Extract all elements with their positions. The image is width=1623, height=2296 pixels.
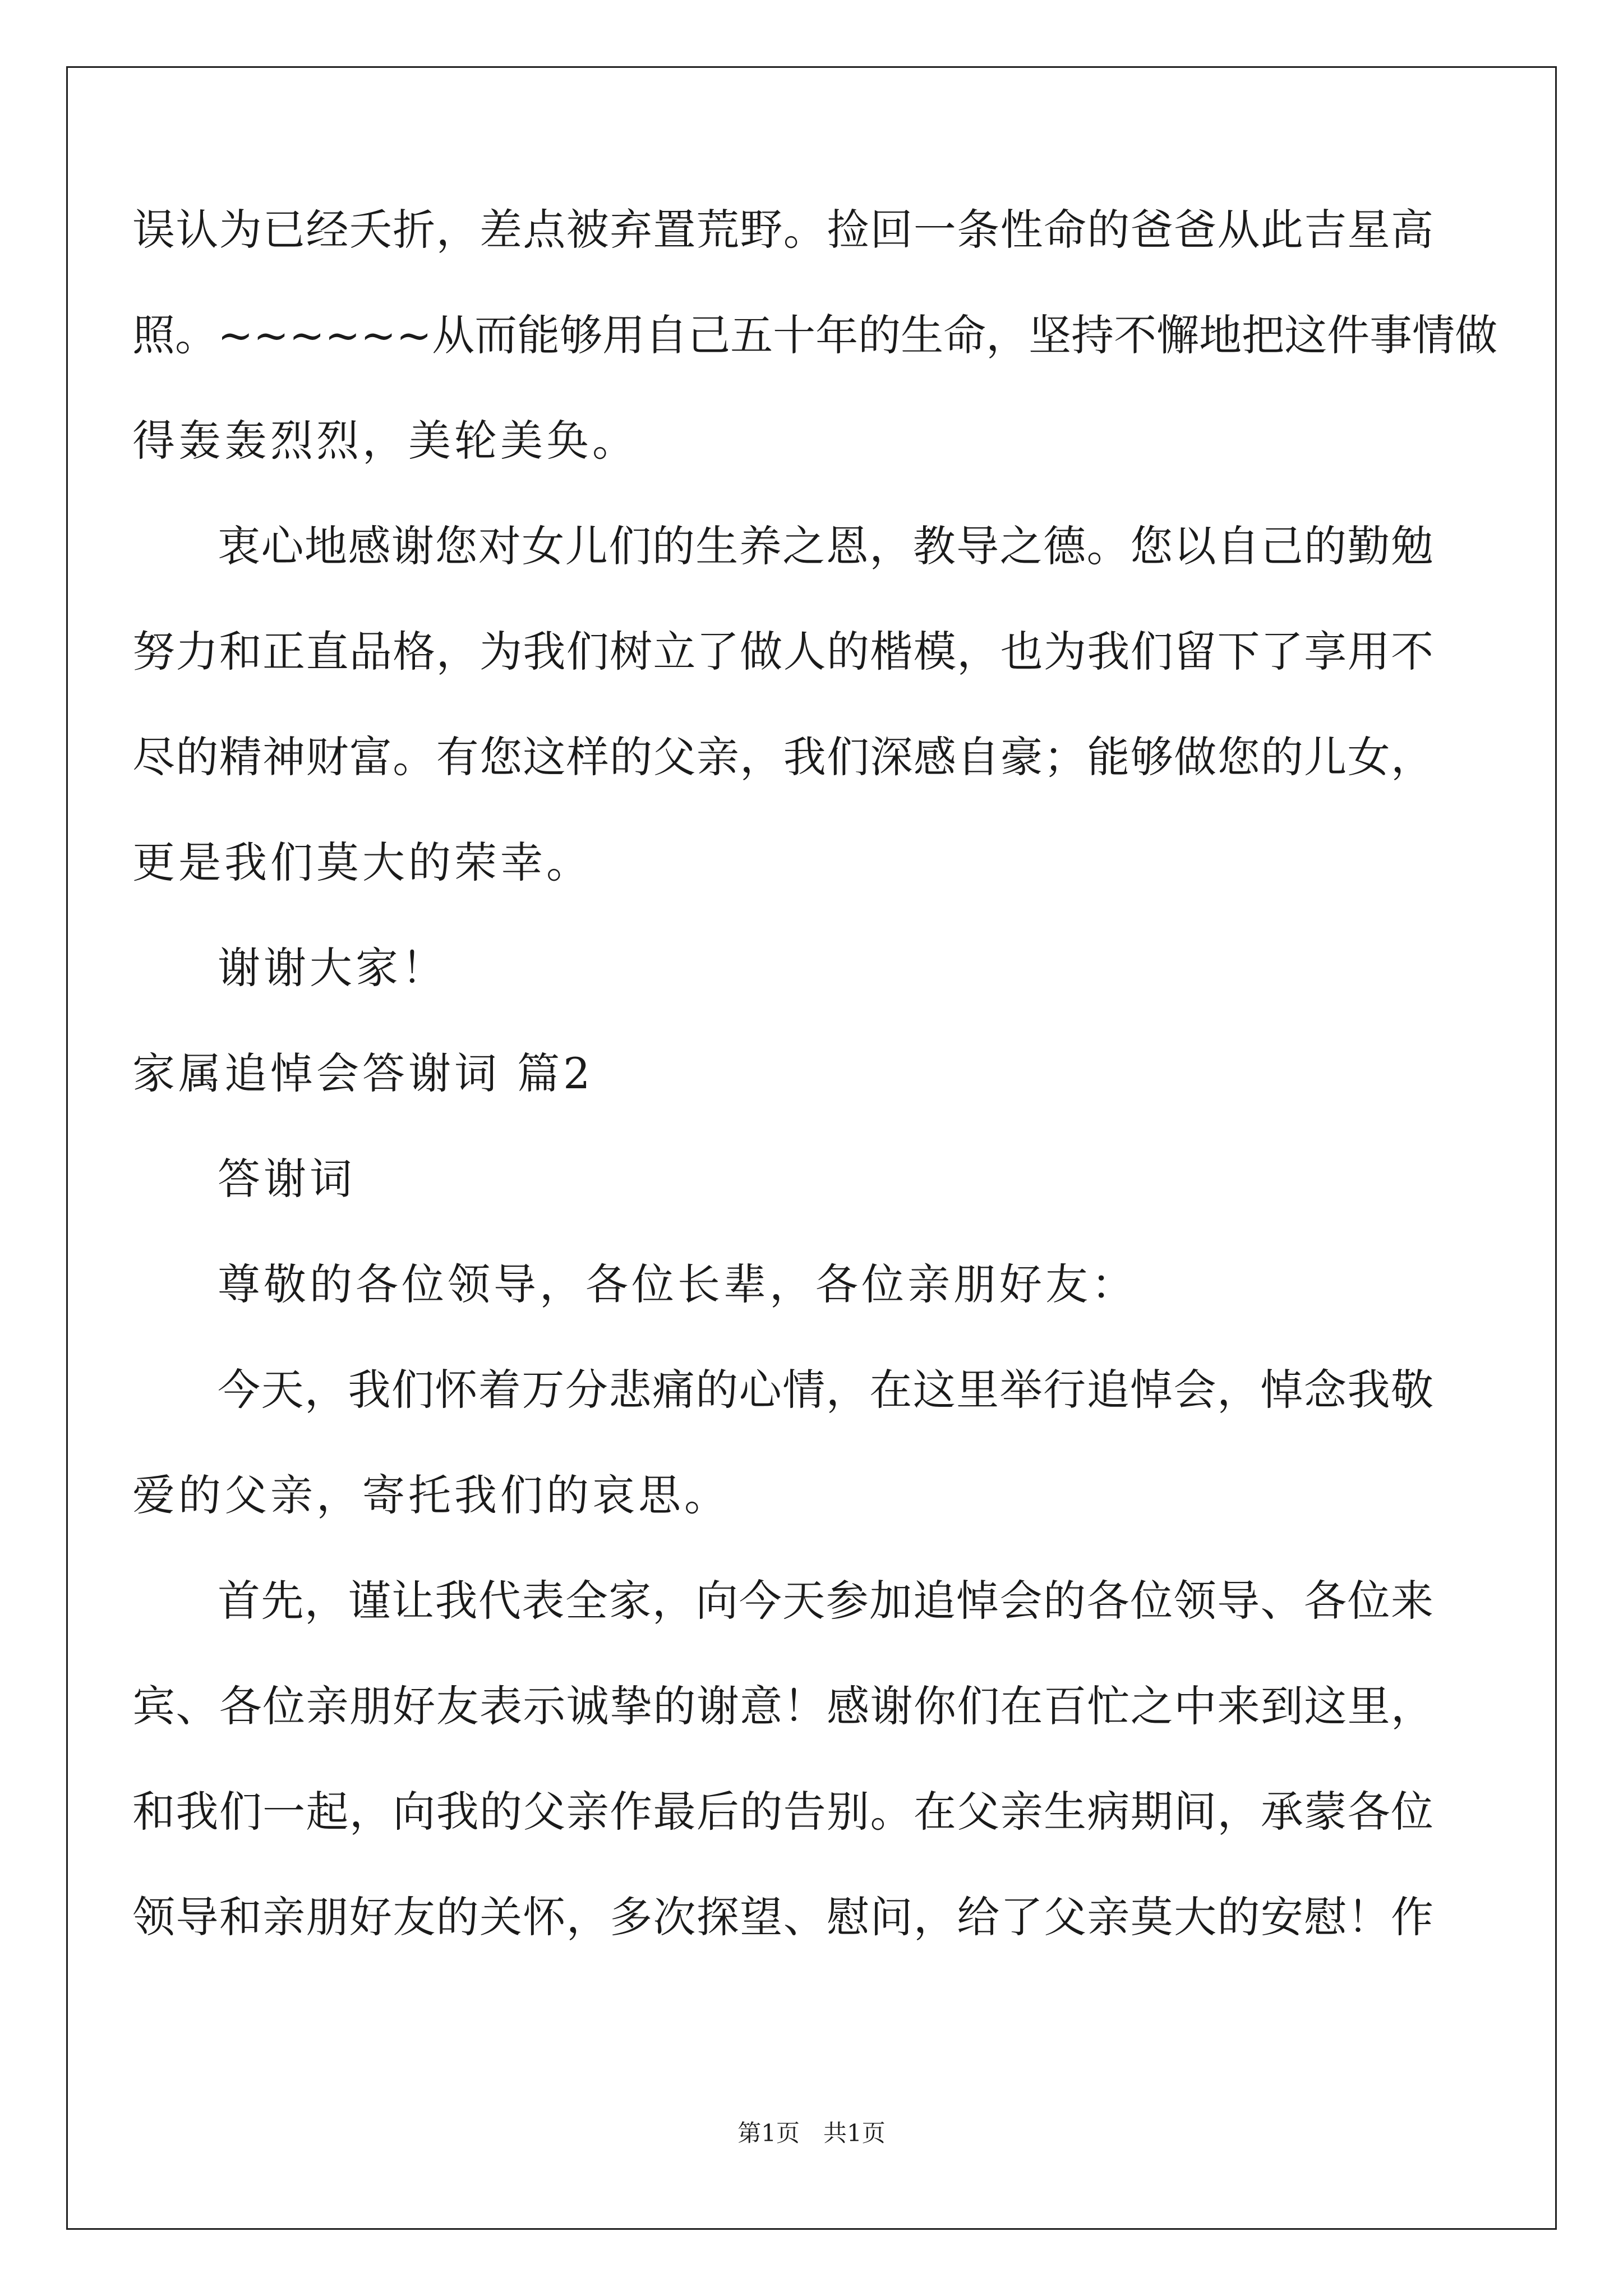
text-line: 和我们一起，向我的父亲作最后的告别。在父亲生病期间，承蒙各位 (132, 1787, 1433, 1837)
text-line: 答谢词 (218, 1154, 356, 1204)
text-line: 首先，谨让我代表全家，向今天参加追悼会的各位领导、各位来 (218, 1576, 1433, 1626)
text-line: 努力和正直品格，为我们树立了做人的楷模，也为我们留下了享用不 (132, 627, 1433, 677)
text-line: 照。~~~~~~从而能够用自己五十年的生命，坚持不懈地把这件事情做 (132, 310, 1498, 360)
text-line: 领导和亲朋好友的关怀，多次探望、慰问，给了父亲莫大的安慰！作 (132, 1892, 1433, 1942)
text-line: 误认为已经夭折，差点被弃置荒野。捡回一条性命的爸爸从此吉星高 (132, 205, 1433, 255)
text-line: 得轰轰烈烈，美轮美奂。 (132, 416, 638, 466)
text-line: 谢谢大家！ (218, 943, 448, 993)
text-line: 更是我们莫大的荣幸。 (132, 838, 592, 887)
text-line: 宾、各位亲朋好友表示诚挚的谢意！感谢你们在百忙之中来到这里， (132, 1681, 1433, 1731)
text-line: 尊敬的各位领导，各位长辈，各位亲朋好友： (218, 1259, 1137, 1309)
text-line: 尽的精神财富。有您这样的父亲，我们深感自豪；能够做您的儿女， (132, 732, 1433, 782)
text-line: 衷心地感谢您对女儿们的生养之恩，教导之德。您以自己的勤勉 (218, 521, 1433, 571)
text-line: 今天，我们怀着万分悲痛的心情，在这里举行追悼会，悼念我敬 (218, 1365, 1433, 1415)
text-line: 爱的父亲，寄托我们的哀思。 (132, 1470, 730, 1520)
section-heading: 家属追悼会答谢词 篇2 (132, 1048, 594, 1098)
page-footer: 第1页 共1页 (737, 2119, 886, 2147)
